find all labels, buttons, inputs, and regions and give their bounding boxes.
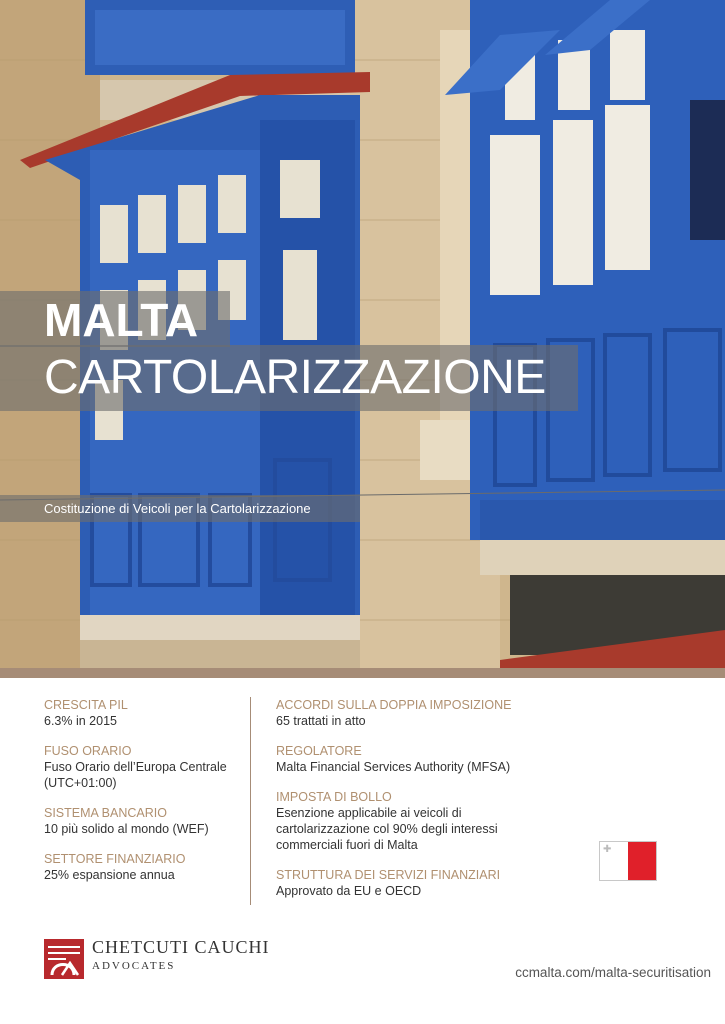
divider-bar [0,668,725,678]
footer-url[interactable]: ccmalta.com/malta-securitisation [515,965,711,980]
fact-value: Esenzione applicabile ai veicoli di cartolarizzazione col 90% degli interessi commerciali fuori di Malta [276,806,498,852]
fact-item [44,805,244,837]
chetcuti-cauchi-logo-icon [44,939,84,979]
flag-white-half [600,842,628,880]
fact-value: 25% espansione annua [44,868,175,882]
fact-label: IMPOSTA DI BOLLO [276,790,392,804]
fact-item [276,697,576,729]
fact-item [44,851,244,883]
fact-value: 6.3% in 2015 [44,714,117,728]
fact-item [276,789,576,853]
fact-value: 10 più solido al mondo (WEF) [44,822,209,836]
fact-item [44,743,244,791]
fact-label: ACCORDI SULLA DOPPIA IMPOSIZIONE [276,698,512,712]
fact-value: Malta Financial Services Authority (MFSA) [276,760,511,774]
fact-item [44,697,244,729]
fact-value: 65 trattati in atto [276,714,366,728]
fact-label: STRUTTURA DEI SERVIZI FINANZIARI [276,868,501,882]
tagline: Costituzione di Veicoli per la Cartolarizzazione [44,501,311,516]
malta-flag-icon [599,841,657,881]
facts-right-column [276,697,576,913]
page-title: MALTA [44,294,199,346]
fact-label: CRESCITA PIL [44,698,128,712]
facts-left-column [44,697,244,897]
fact-value: Approvato da EU e OECD [276,884,422,898]
fact-value: Fuso Orario dell’Europa Centrale (UTC+01:00) [44,760,227,790]
fact-item [276,743,576,775]
page-subtitle: CARTOLARIZZAZIONE [44,351,546,404]
column-divider [250,697,251,905]
fact-label: FUSO ORARIO [44,744,132,758]
fact-label: REGOLATORE [276,744,362,758]
fact-item [276,867,576,899]
flag-red-half [628,842,656,880]
fact-label: SETTORE FINANZIARIO [44,852,186,866]
logo-name: CHETCUTI CAUCHI [92,937,270,957]
george-cross-icon: ✚ [603,844,612,855]
fact-label: SISTEMA BANCARIO [44,806,167,820]
logo-subtitle: ADVOCATES [92,960,176,972]
